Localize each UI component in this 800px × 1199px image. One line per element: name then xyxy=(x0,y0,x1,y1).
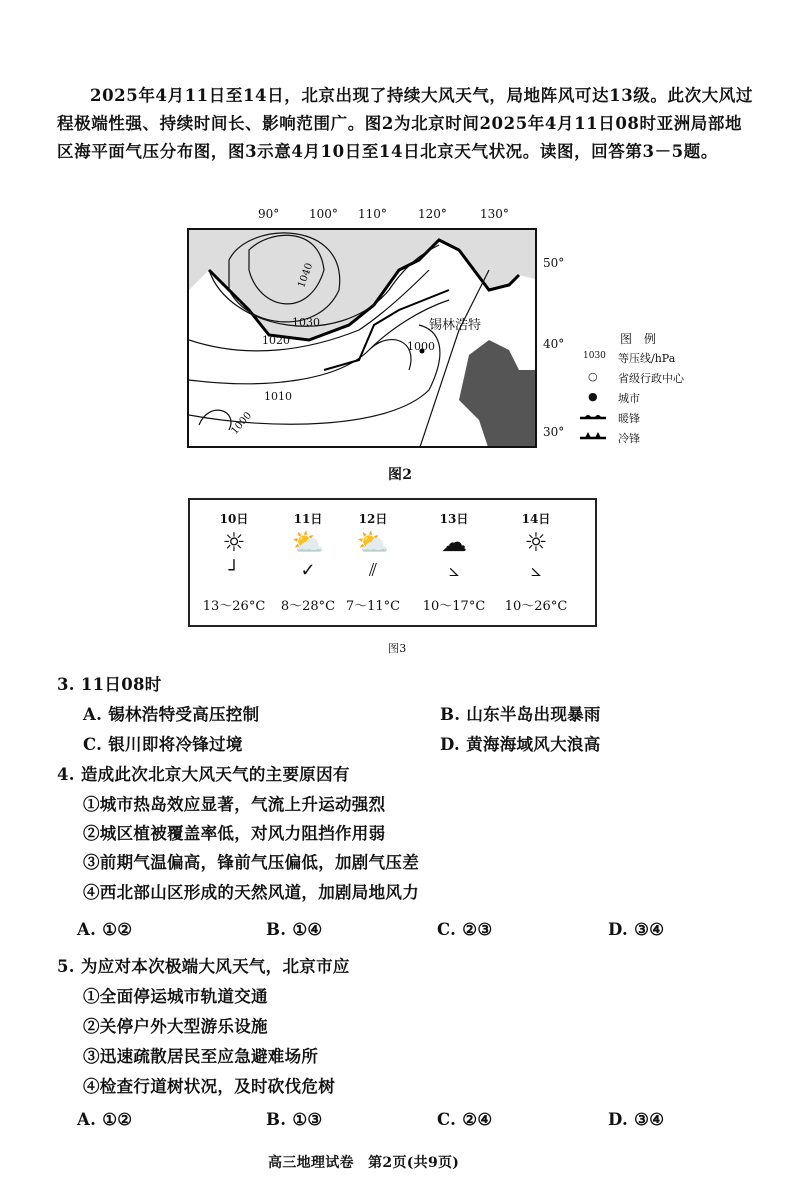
wind-barb-icon: ⦣ xyxy=(448,560,460,581)
day-date: 13日 xyxy=(439,512,469,526)
isobar-label: 1040 xyxy=(296,261,316,290)
legend-label: 城市 xyxy=(618,392,640,405)
statement: ①全面停运城市轨道交通 xyxy=(83,987,268,1006)
wind-barb-icon: ┘ xyxy=(228,560,240,581)
wind-barb-icon: ⦣ xyxy=(530,560,542,581)
intro-paragraph: 2025年4月11日至14日，北京出现了持续大风天气，局地阵风可达13级。此次大风过程极端性强、持续时间长、影响范围广。图2为北京时间2025年4月11日08时亚洲局部地区海平面气压分布图，图3示意4月10日至14日北京天气状况。读图，回答第3－5题。 xyxy=(57,86,753,161)
isobar-label: 1010 xyxy=(264,390,292,403)
partly-cloudy-icon: ⛅ xyxy=(291,528,325,558)
isobar-label: 1030 xyxy=(292,316,320,329)
forecast-day xyxy=(414,510,494,614)
sun-icon: ☼ xyxy=(524,528,548,558)
temp-range: 13～26°C xyxy=(202,599,266,614)
isobar-label: 1020 xyxy=(262,334,290,347)
cloud-icon: ☁ xyxy=(441,528,467,558)
partly-cloudy-icon: ⛅ xyxy=(356,528,390,558)
option: B. ①③ xyxy=(266,1110,323,1129)
isobar-label: 1000 xyxy=(407,340,435,353)
lat-label: 50° xyxy=(543,256,565,270)
lat-label: 30° xyxy=(543,425,565,439)
day-date: 11日 xyxy=(293,512,323,526)
statement: ③迅速疏散居民至应急避难场所 xyxy=(83,1047,319,1066)
statement: ①城市热岛效应显著，气流上升运动强烈 xyxy=(83,795,386,814)
option: D. ③④ xyxy=(608,920,665,939)
sun-icon: ☼ xyxy=(222,528,246,558)
lon-label: 130° xyxy=(480,207,509,221)
option: A. 锡林浩特受高压控制 xyxy=(83,705,260,724)
option: B. 山东半岛出现暴雨 xyxy=(440,705,601,724)
question-3-stem: 3. 11日08时 xyxy=(57,675,162,694)
lat-label: 40° xyxy=(543,337,565,351)
pressure-map xyxy=(187,228,537,448)
figure-3-caption: 图3 xyxy=(388,642,407,655)
lon-label: 110° xyxy=(358,207,387,221)
wind-barb-icon: ⫽ xyxy=(368,560,378,581)
weather-forecast-box xyxy=(188,498,597,627)
legend-title: 图 例 xyxy=(620,332,657,346)
front-symbols-icon xyxy=(578,408,608,444)
lon-label: 90° xyxy=(258,207,280,221)
legend-label: 暖锋 xyxy=(618,412,640,425)
option: A. ①② xyxy=(77,1110,133,1129)
option: C. 银川即将冷锋过境 xyxy=(83,735,243,754)
option: B. ①④ xyxy=(266,920,323,939)
wind-barb-icon: ✓ xyxy=(300,560,316,581)
statement: ③前期气温偏高，锋前气压偏低，加剧气压差 xyxy=(83,853,419,872)
statement: ②城区植被覆盖率低，对风力阻挡作用弱 xyxy=(83,824,386,843)
forecast-day xyxy=(333,510,413,614)
question-4-stem: 4. 造成此次北京大风天气的主要原因有 xyxy=(57,765,350,784)
legend-label: 冷锋 xyxy=(618,432,640,445)
day-date: 14日 xyxy=(521,512,551,526)
forecast-day xyxy=(496,510,576,614)
legend-dot-icon: ● xyxy=(588,390,598,403)
option: D. ③④ xyxy=(608,1110,665,1129)
temp-range: 7～11°C xyxy=(345,599,401,614)
legend-isobar-symbol: 1030 xyxy=(583,351,606,361)
day-date: 10日 xyxy=(219,512,249,526)
statement: ②关停户外大型游乐设施 xyxy=(83,1017,268,1036)
option: A. ①② xyxy=(77,920,133,939)
option: C. ②④ xyxy=(437,1110,493,1129)
temp-range: 8～28°C xyxy=(280,599,336,614)
legend-label: 省级行政中心 xyxy=(618,372,684,385)
statement: ④检查行道树状况，及时砍伐危树 xyxy=(83,1077,335,1096)
legend-label: 等压线/hPa xyxy=(618,352,676,365)
page-footer: 高三地理试卷 第2页(共9页) xyxy=(268,1155,460,1171)
temp-range: 10～26°C xyxy=(504,599,568,614)
lon-label: 120° xyxy=(418,207,447,221)
day-date: 12日 xyxy=(358,512,388,526)
question-5-stem: 5. 为应对本次极端大风天气，北京市应 xyxy=(57,957,350,976)
forecast-day xyxy=(194,510,274,614)
figure-2-caption: 图2 xyxy=(388,467,413,483)
isobar-label: 1000 xyxy=(229,410,255,437)
city-label: 锡林浩特 xyxy=(429,318,482,333)
option: D. 黄海海域风大浪高 xyxy=(440,735,601,754)
legend-circle-icon: ○ xyxy=(588,370,598,383)
statement: ④西北部山区形成的天然风道，加剧局地风力 xyxy=(83,883,419,902)
lon-label: 100° xyxy=(309,207,338,221)
temp-range: 10～17°C xyxy=(422,599,486,614)
option: C. ②③ xyxy=(437,920,493,939)
